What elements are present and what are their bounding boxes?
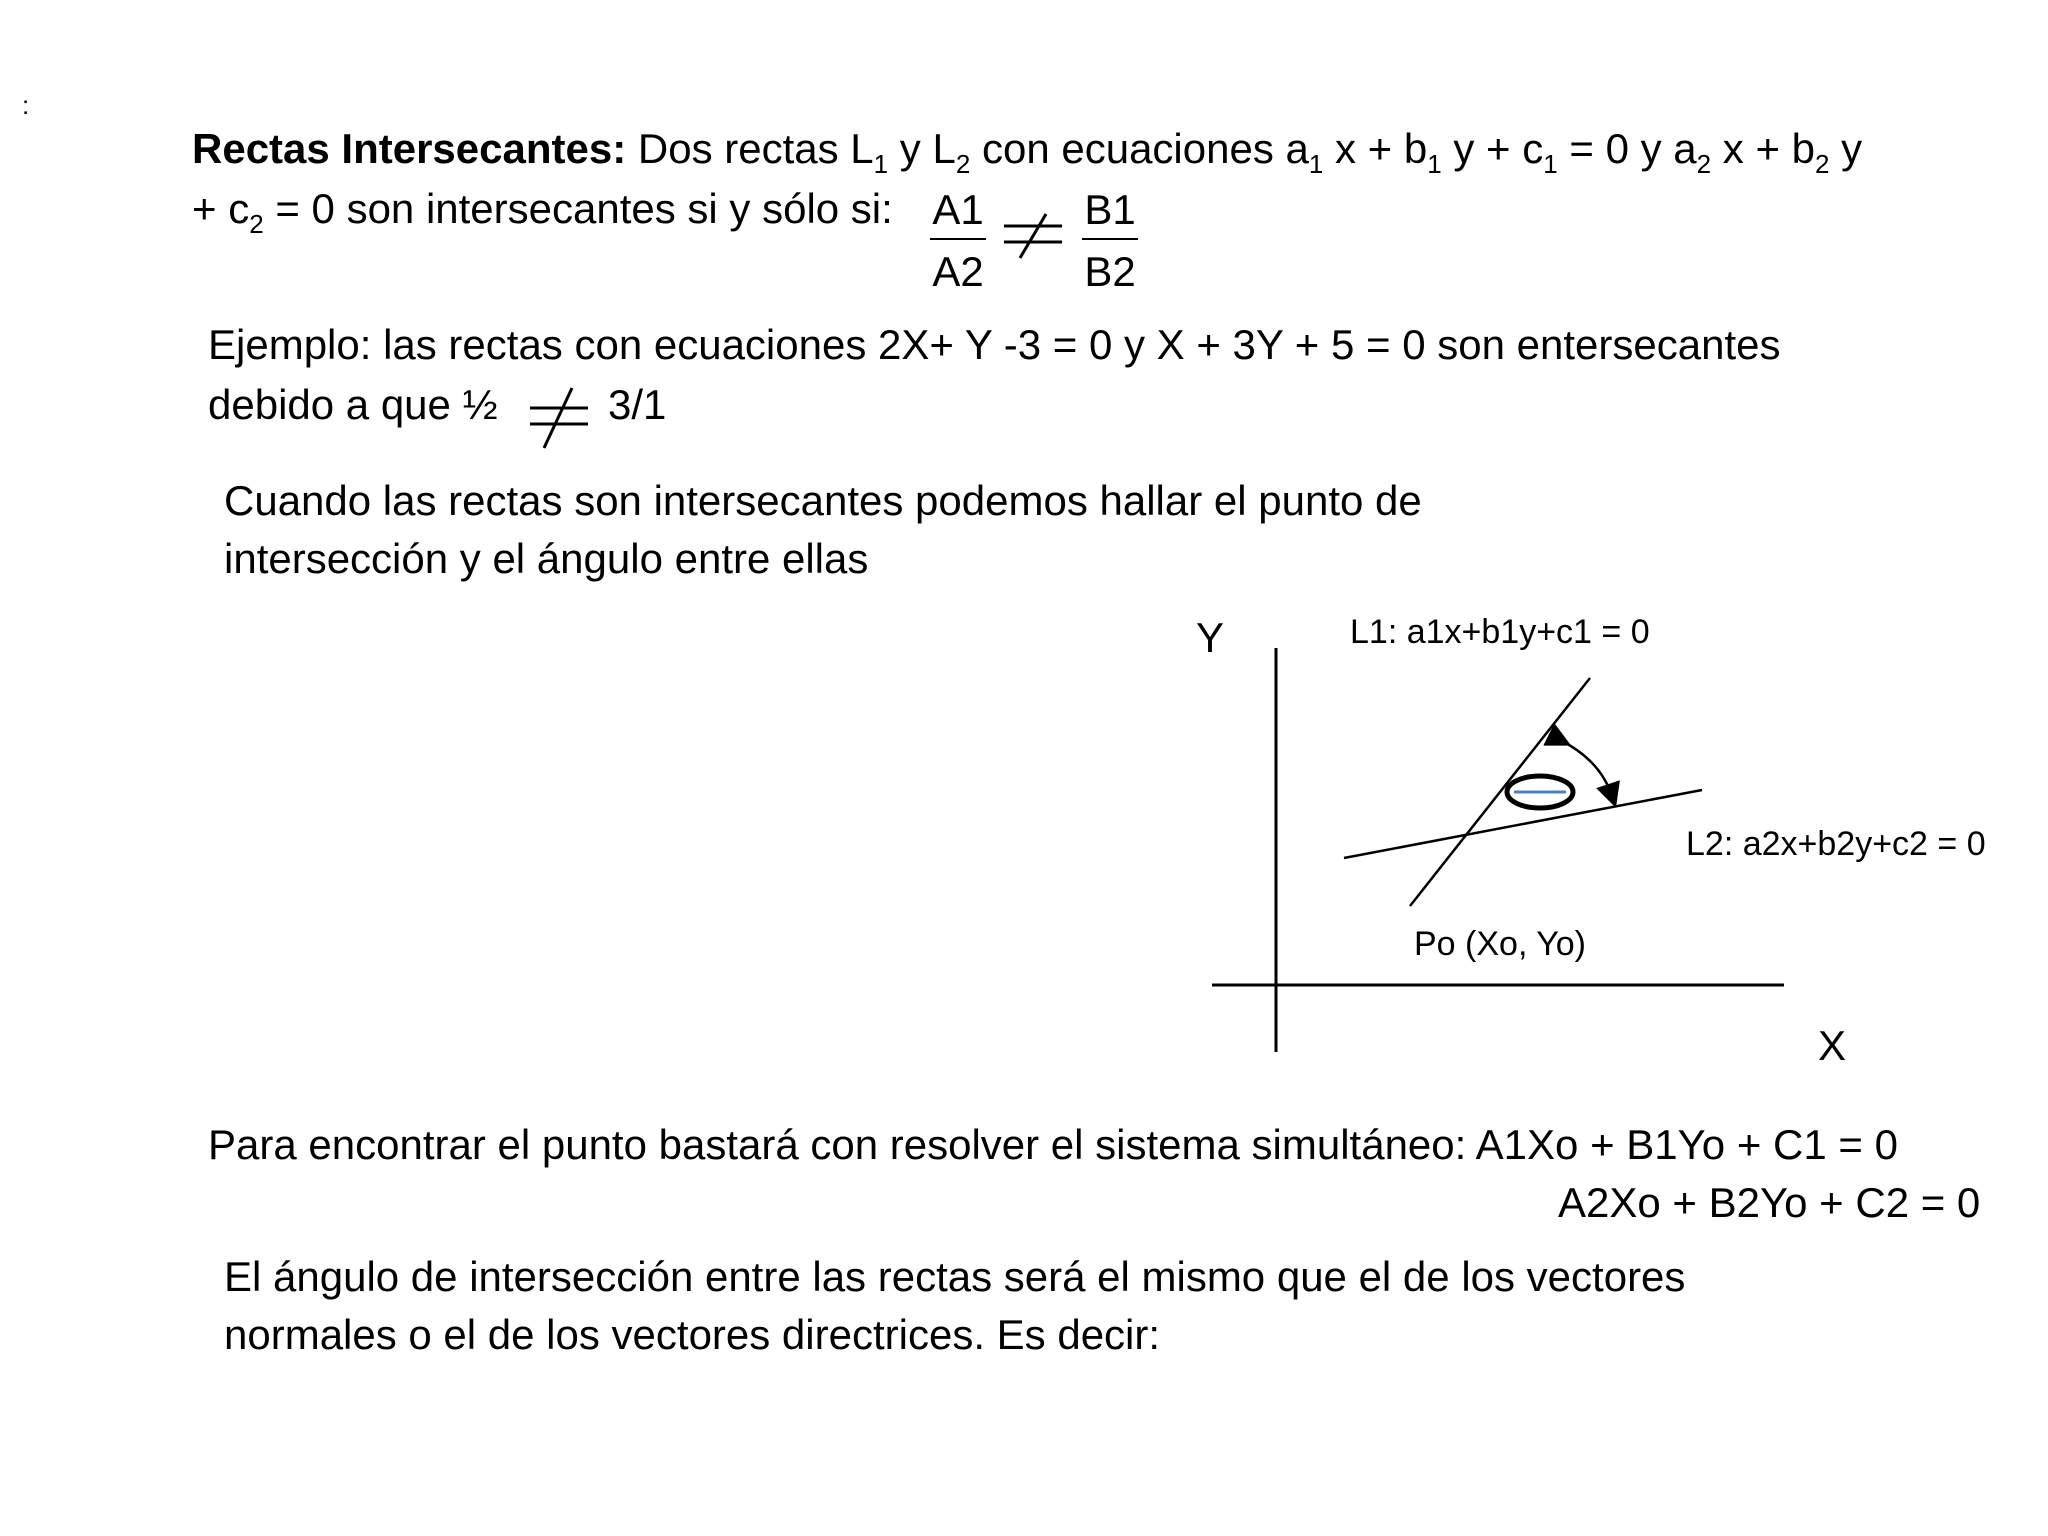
definition-text: y (1829, 125, 1863, 172)
definition-text: x + b (1323, 125, 1428, 172)
definition-text: y L (888, 125, 956, 172)
definition-text: x + b (1711, 125, 1816, 172)
line-l2 (1344, 790, 1702, 858)
definition-text: Dos rectas L (626, 125, 874, 172)
definition-text: + c (192, 185, 250, 232)
l2-label: L2: a2x+b2y+c2 = 0 (1686, 825, 1986, 863)
subscript: 2 (249, 209, 264, 239)
subscript: 2 (955, 149, 971, 179)
subscript: 1 (873, 149, 889, 179)
subscript: 2 (1696, 149, 1712, 179)
l1-label: L1: a1x+b1y+c1 = 0 (1350, 613, 1650, 651)
system-line-2: A2Xo + B2Yo + C2 = 0 (1558, 1179, 1981, 1226)
example-line-1: Ejemplo: las rectas con ecuaciones 2X+ Y -3 = 0 y X + 3Y + 5 = 0 son entersecantes (208, 321, 1781, 368)
angle-line-2: normales o el de los vectores directrices. Es decir: (224, 1311, 1161, 1358)
example-line-2-right: 3/1 (608, 381, 667, 428)
definition-text: con ecuaciones a (970, 125, 1309, 172)
system-line-1: Para encontrar el punto bastará con resolver el sistema simultáneo: A1Xo + B1Yo + C1 = 0 (208, 1121, 1898, 1168)
definition-title: Rectas Intersecantes: (192, 125, 627, 172)
angle-line-1: El ángulo de intersección entre las rectas será el mismo que el de los vectores (224, 1253, 1686, 1300)
definition-text: y + c (1441, 125, 1544, 172)
point-label: Po (Xo, Yo) (1414, 925, 1587, 963)
subscript: 1 (1427, 149, 1442, 179)
intro-line-1: Cuando las rectas son intersecantes podemos hallar el punto de (224, 477, 1422, 524)
angle-double-arrow (1560, 740, 1612, 796)
fraction-denominator: A2 (932, 248, 984, 295)
subscript: 2 (1815, 149, 1830, 179)
intro-line-2: intersección y el ángulo entre ellas (224, 535, 869, 582)
y-axis-label: Y (1196, 614, 1225, 661)
definition-text: = 0 y a (1557, 125, 1697, 172)
subscript: 1 (1308, 149, 1324, 179)
subscript: 1 (1543, 149, 1558, 179)
fraction-numerator: B1 (1082, 186, 1138, 240)
x-axis-label: X (1818, 1022, 1847, 1069)
definition-text: = 0 son intersecantes si y sólo si: (263, 185, 893, 232)
fraction-numerator: A1 (930, 186, 986, 240)
corner-mark: : (22, 90, 30, 120)
example-line-2-left: debido a que ½ (208, 381, 498, 428)
fraction-denominator: B2 (1084, 248, 1136, 295)
